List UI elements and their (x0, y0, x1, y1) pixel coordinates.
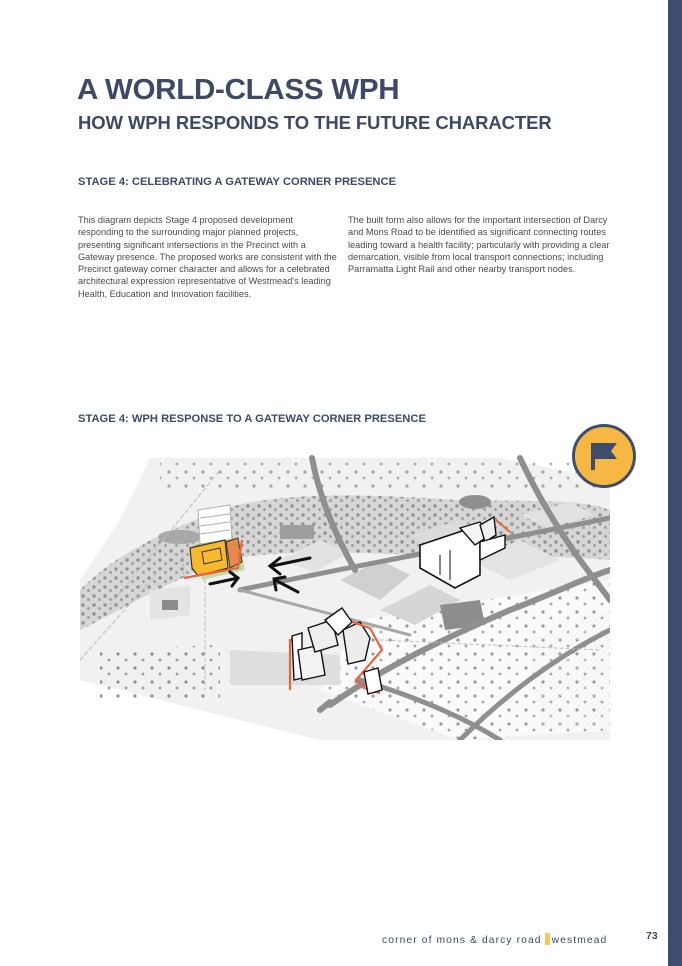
footer-location (382, 933, 607, 946)
footer-location-suburb: westmead (551, 935, 608, 946)
flag-badge (572, 424, 636, 488)
side-accent-bar (668, 0, 682, 966)
page-subtitle: HOW WPH RESPONDS TO THE FUTURE CHARACTER (78, 112, 552, 133)
page-number: 73 (646, 930, 658, 942)
body-paragraph-left: This diagram depicts Stage 4 proposed development responding to the surrounding major planned projects, presenting significant intersections in the Precinct with a Gateway presence. The proposed works are consistent with the Precinct gateway corner character and allows for a celebrated architectural expression representative of Westmead's leading Health, Education and Innovation facilities. (78, 215, 337, 299)
body-paragraph-right: The built form also allows for the important intersection of Darcy and Mons Road to be identified as significant connecting routes leading toward a health facility; particularly with providing a clear demarcation, visible from local transport connections; including Parramatta Light Rail and other nearby transport nodes. (348, 215, 610, 275)
flag-icon (589, 440, 619, 472)
page-title: A WORLD-CLASS WPH (77, 74, 400, 106)
section-heading-gateway-corner: STAGE 4: CELEBRATING A GATEWAY CORNER PRESENCE (78, 176, 397, 188)
footer-separator (545, 933, 550, 945)
precinct-diagram (80, 440, 610, 740)
footer-location-address: corner of mons & darcy road (382, 935, 542, 946)
section-heading-wph-response: STAGE 4: WPH RESPONSE TO A GATEWAY CORNER PRESENCE (78, 413, 426, 425)
